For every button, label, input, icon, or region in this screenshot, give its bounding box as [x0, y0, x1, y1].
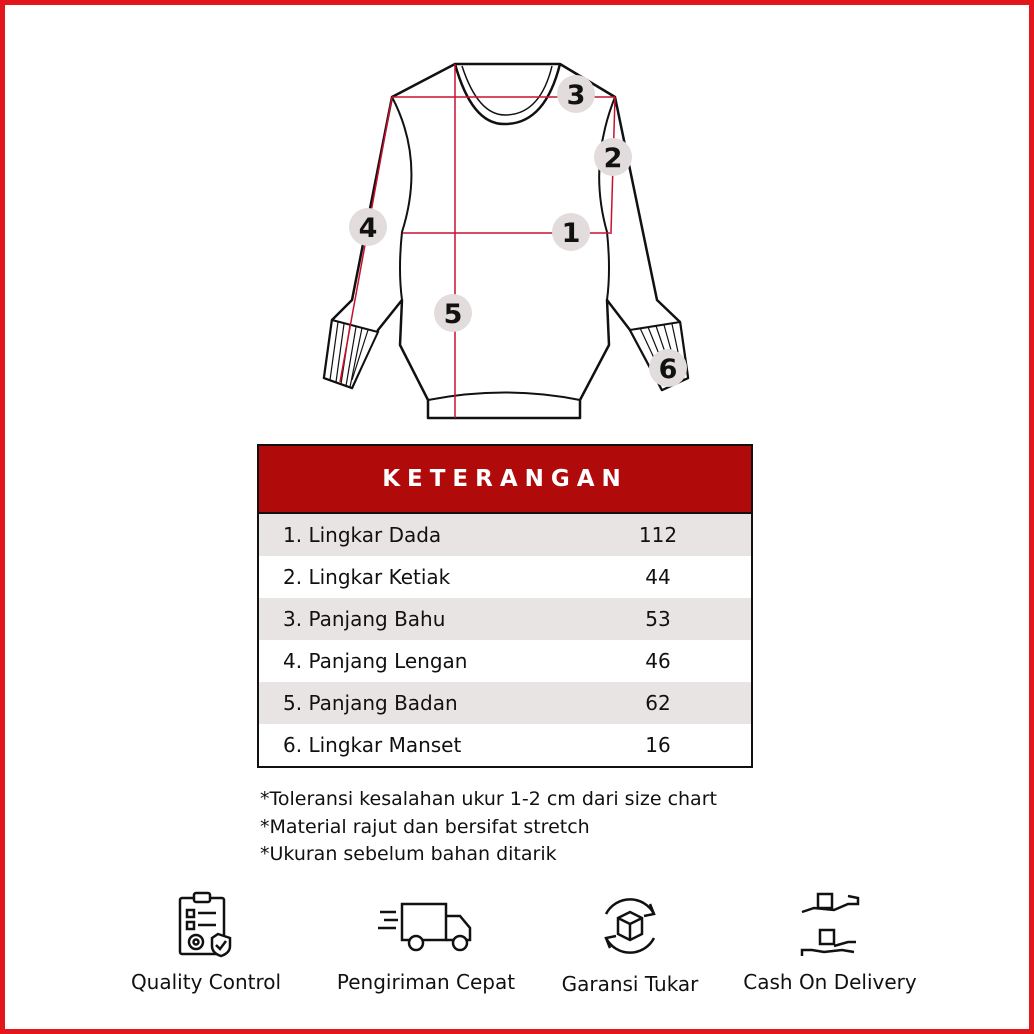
- row-value: 44: [645, 565, 671, 589]
- row-label: 4. Panjang Lengan: [283, 649, 468, 673]
- table-row: [259, 556, 751, 598]
- table-body: [259, 514, 751, 766]
- svg-text:5: 5: [443, 299, 463, 330]
- marker-3: [557, 75, 595, 113]
- size-table: [257, 444, 753, 768]
- svg-text:4: 4: [358, 213, 378, 244]
- table-row: [259, 514, 751, 556]
- marker-2: [594, 138, 632, 176]
- sweater-diagram: [300, 55, 720, 435]
- row-label: 5. Panjang Badan: [283, 691, 458, 715]
- table-row: [259, 724, 751, 766]
- table-row: [259, 598, 751, 640]
- notes: [260, 786, 820, 869]
- feature-label: Pengiriman Cepat: [336, 970, 516, 994]
- marker-4: [349, 208, 387, 246]
- left-cuff: [324, 320, 378, 388]
- marker-6: [649, 349, 687, 387]
- feature-fast-shipping: [316, 890, 536, 994]
- svg-text:6: 6: [658, 354, 678, 385]
- cash-on-delivery-icon: [794, 890, 866, 960]
- feature-label: Quality Control: [130, 970, 282, 994]
- feature-label: Cash On Delivery: [743, 970, 917, 994]
- table-title: KETERANGAN: [259, 446, 751, 514]
- feature-exchange-guarantee: [520, 890, 740, 996]
- row-label: 1. Lingkar Dada: [283, 523, 442, 547]
- row-label: 2. Lingkar Ketiak: [283, 565, 451, 589]
- svg-text:3: 3: [566, 80, 586, 111]
- row-value: 16: [645, 733, 671, 757]
- svg-text:1: 1: [561, 218, 581, 249]
- table-row: [259, 682, 751, 724]
- note-tolerance: *Toleransi kesalahan ukur 1-2 cm dari size chart: [260, 788, 717, 810]
- svg-text:2: 2: [603, 143, 623, 174]
- feature-row: [0, 890, 1034, 1010]
- quality-control-icon: [174, 890, 238, 960]
- feature-cash-on-delivery: [720, 890, 940, 994]
- row-value: 53: [645, 607, 671, 631]
- row-value: 112: [638, 523, 678, 547]
- exchange-box-icon: [594, 890, 666, 962]
- note-measurement: *Ukuran sebelum bahan ditarik: [260, 843, 557, 865]
- marker-1: [552, 213, 590, 251]
- feature-label: Garansi Tukar: [561, 972, 699, 996]
- delivery-truck-icon: [376, 890, 476, 960]
- row-label: 3. Panjang Bahu: [283, 607, 446, 631]
- feature-quality-control: [96, 890, 316, 994]
- row-label: 6. Lingkar Manset: [283, 733, 462, 757]
- note-material: *Material rajut dan bersifat stretch: [260, 815, 590, 838]
- row-value: 62: [645, 691, 671, 715]
- row-value: 46: [645, 649, 671, 673]
- table-row: [259, 640, 751, 682]
- marker-5: [434, 294, 472, 332]
